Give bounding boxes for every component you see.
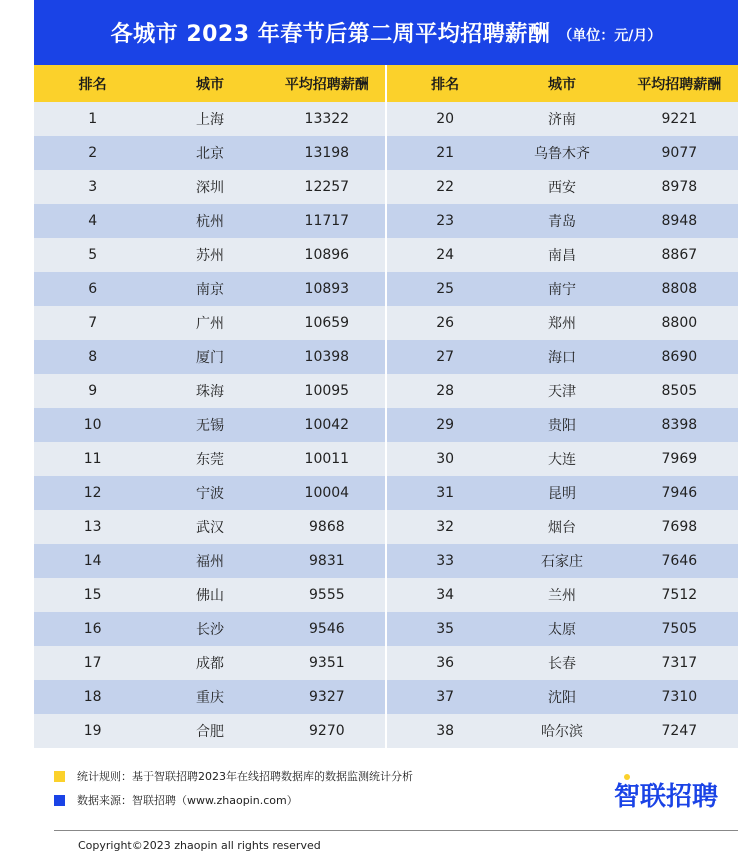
- cell-rank: 9: [34, 374, 151, 408]
- cell-rank: 5: [34, 238, 151, 272]
- header-salary-right: 平均招聘薪酬: [621, 65, 738, 102]
- table-row: [34, 408, 738, 442]
- cell-city: 广州: [151, 306, 268, 340]
- cell-rank: 11: [34, 442, 151, 476]
- cell-city: 苏州: [151, 238, 268, 272]
- cell-salary: 11717: [269, 204, 386, 238]
- cell-rank: 35: [386, 612, 503, 646]
- cell-salary: 10893: [269, 272, 386, 306]
- cell-salary: 7646: [621, 544, 738, 578]
- header-rank-left: 排名: [34, 65, 151, 102]
- cell-rank: 31: [386, 476, 503, 510]
- table-row: [34, 646, 738, 680]
- cell-salary: 7698: [621, 510, 738, 544]
- table-row: [34, 136, 738, 170]
- cell-salary: 9351: [269, 646, 386, 680]
- salary-table: [34, 65, 738, 748]
- yellow-square-icon: [54, 771, 65, 782]
- cell-salary: 7247: [621, 714, 738, 748]
- cell-salary: 8948: [621, 204, 738, 238]
- cell-city: 东莞: [151, 442, 268, 476]
- cell-salary: 8808: [621, 272, 738, 306]
- cell-rank: 4: [34, 204, 151, 238]
- cell-city: 兰州: [503, 578, 620, 612]
- cell-city: 乌鲁木齐: [503, 136, 620, 170]
- cell-city: 重庆: [151, 680, 268, 714]
- cell-salary: 8867: [621, 238, 738, 272]
- header-salary-left: 平均招聘薪酬: [269, 65, 386, 102]
- cell-city: 珠海: [151, 374, 268, 408]
- cell-salary: 13198: [269, 136, 386, 170]
- cell-city: 南昌: [503, 238, 620, 272]
- cell-salary: 9831: [269, 544, 386, 578]
- cell-city: 厦门: [151, 340, 268, 374]
- copyright-text: Copyright©2023 zhaopin all rights reserved: [78, 839, 321, 852]
- table-row: [34, 714, 738, 748]
- cell-salary: 9555: [269, 578, 386, 612]
- header-city-right: 城市: [503, 65, 620, 102]
- cell-salary: 10004: [269, 476, 386, 510]
- cell-salary: 13322: [269, 102, 386, 136]
- cell-city: 深圳: [151, 170, 268, 204]
- table-row: [34, 442, 738, 476]
- cell-rank: 33: [386, 544, 503, 578]
- cell-salary: 10095: [269, 374, 386, 408]
- cell-rank: 3: [34, 170, 151, 204]
- cell-salary: 7317: [621, 646, 738, 680]
- cell-city: 武汉: [151, 510, 268, 544]
- cell-city: 杭州: [151, 204, 268, 238]
- cell-city: 郑州: [503, 306, 620, 340]
- cell-city: 哈尔滨: [503, 714, 620, 748]
- cell-rank: 20: [386, 102, 503, 136]
- title-bar: [34, 0, 738, 65]
- cell-city: 福州: [151, 544, 268, 578]
- cell-rank: 12: [34, 476, 151, 510]
- table-header-row: [34, 65, 738, 102]
- cell-rank: 28: [386, 374, 503, 408]
- table-row: [34, 578, 738, 612]
- cell-rank: 36: [386, 646, 503, 680]
- cell-city: 长春: [503, 646, 620, 680]
- cell-salary: 8398: [621, 408, 738, 442]
- cell-rank: 37: [386, 680, 503, 714]
- cell-city: 成都: [151, 646, 268, 680]
- logo-text: 智联招聘: [613, 782, 718, 812]
- cell-rank: 38: [386, 714, 503, 748]
- cell-salary: 9546: [269, 612, 386, 646]
- table-row: [34, 374, 738, 408]
- unit-label: （单位：元/月）: [558, 27, 662, 44]
- cell-city: 南宁: [503, 272, 620, 306]
- cell-rank: 18: [34, 680, 151, 714]
- cell-city: 济南: [503, 102, 620, 136]
- cell-salary: 8978: [621, 170, 738, 204]
- cell-salary: 10042: [269, 408, 386, 442]
- cell-salary: 9270: [269, 714, 386, 748]
- cell-rank: 26: [386, 306, 503, 340]
- cell-rank: 22: [386, 170, 503, 204]
- cell-rank: 16: [34, 612, 151, 646]
- table-row: [34, 170, 738, 204]
- cell-rank: 10: [34, 408, 151, 442]
- stat-rule-text: 统计规则：基于智联招聘2023年在线招聘数据库的数据监测统计分析: [77, 770, 413, 783]
- footer: [34, 748, 738, 858]
- cell-city: 佛山: [151, 578, 268, 612]
- cell-city: 烟台: [503, 510, 620, 544]
- table-row: [34, 102, 738, 136]
- stat-rule-note: [54, 768, 413, 784]
- cell-salary: 9868: [269, 510, 386, 544]
- table-row: [34, 612, 738, 646]
- data-source-text: 数据来源：智联招聘（www.zhaopin.com）: [77, 794, 298, 807]
- cell-salary: 9077: [621, 136, 738, 170]
- cell-rank: 1: [34, 102, 151, 136]
- cell-city: 北京: [151, 136, 268, 170]
- data-source-note: [54, 792, 298, 808]
- cell-salary: 7946: [621, 476, 738, 510]
- cell-rank: 19: [34, 714, 151, 748]
- cell-rank: 17: [34, 646, 151, 680]
- table-row: [34, 476, 738, 510]
- cell-city: 太原: [503, 612, 620, 646]
- cell-rank: 15: [34, 578, 151, 612]
- cell-city: 西安: [503, 170, 620, 204]
- page-title: 各城市 2023 年春节后第二周平均招聘薪酬: [110, 22, 551, 47]
- cell-salary: 9221: [621, 102, 738, 136]
- cell-salary: 8690: [621, 340, 738, 374]
- table-row: [34, 238, 738, 272]
- cell-city: 长沙: [151, 612, 268, 646]
- cell-rank: 27: [386, 340, 503, 374]
- cell-rank: 8: [34, 340, 151, 374]
- zhaopin-logo: [614, 776, 718, 813]
- cell-rank: 30: [386, 442, 503, 476]
- cell-city: 海口: [503, 340, 620, 374]
- cell-city: 青岛: [503, 204, 620, 238]
- cell-city: 昆明: [503, 476, 620, 510]
- cell-salary: 8800: [621, 306, 738, 340]
- salary-infographic: [34, 0, 738, 858]
- header-rank-right: 排名: [386, 65, 503, 102]
- cell-salary: 7512: [621, 578, 738, 612]
- cell-rank: 2: [34, 136, 151, 170]
- cell-salary: 12257: [269, 170, 386, 204]
- cell-city: 无锡: [151, 408, 268, 442]
- footer-divider: [54, 830, 738, 831]
- cell-rank: 23: [386, 204, 503, 238]
- cell-city: 沈阳: [503, 680, 620, 714]
- cell-city: 贵阳: [503, 408, 620, 442]
- logo-dot-icon: [624, 774, 630, 780]
- cell-rank: 7: [34, 306, 151, 340]
- cell-rank: 32: [386, 510, 503, 544]
- table-row: [34, 680, 738, 714]
- cell-salary: 10398: [269, 340, 386, 374]
- cell-salary: 10011: [269, 442, 386, 476]
- table-row: [34, 510, 738, 544]
- cell-city: 上海: [151, 102, 268, 136]
- header-city-left: 城市: [151, 65, 268, 102]
- table-row: [34, 272, 738, 306]
- cell-rank: 21: [386, 136, 503, 170]
- cell-rank: 29: [386, 408, 503, 442]
- blue-square-icon: [54, 795, 65, 806]
- cell-rank: 14: [34, 544, 151, 578]
- cell-salary: 10896: [269, 238, 386, 272]
- cell-salary: 7505: [621, 612, 738, 646]
- table-row: [34, 204, 738, 238]
- table-row: [34, 544, 738, 578]
- table-row: [34, 340, 738, 374]
- cell-city: 合肥: [151, 714, 268, 748]
- cell-salary: 10659: [269, 306, 386, 340]
- table-row: [34, 306, 738, 340]
- cell-rank: 25: [386, 272, 503, 306]
- cell-salary: 7310: [621, 680, 738, 714]
- cell-city: 天津: [503, 374, 620, 408]
- cell-salary: 8505: [621, 374, 738, 408]
- cell-rank: 6: [34, 272, 151, 306]
- cell-city: 石家庄: [503, 544, 620, 578]
- cell-city: 大连: [503, 442, 620, 476]
- cell-salary: 9327: [269, 680, 386, 714]
- cell-city: 宁波: [151, 476, 268, 510]
- cell-rank: 24: [386, 238, 503, 272]
- cell-city: 南京: [151, 272, 268, 306]
- cell-rank: 13: [34, 510, 151, 544]
- cell-rank: 34: [386, 578, 503, 612]
- cell-salary: 7969: [621, 442, 738, 476]
